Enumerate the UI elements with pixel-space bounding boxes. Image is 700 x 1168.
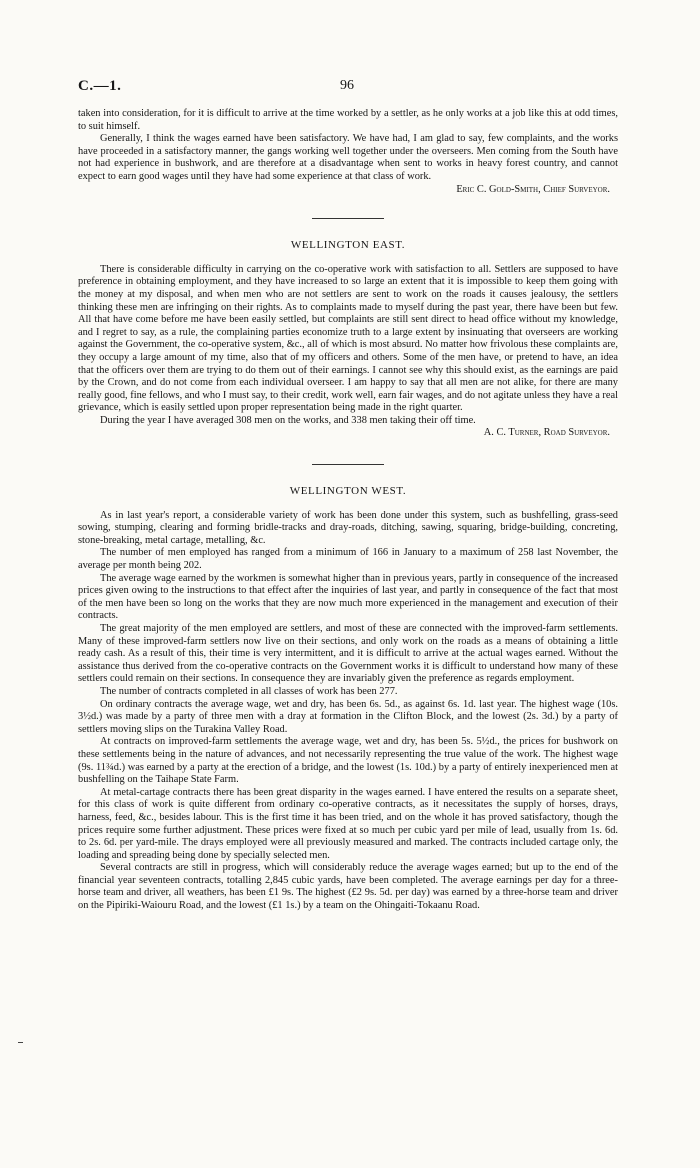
previous-report-conclusion <box>78 108 618 196</box>
wellington-west-section <box>78 485 618 913</box>
section-heading-wellington-west: WELLINGTON WEST. <box>289 485 407 498</box>
page-header <box>78 78 618 98</box>
west-paragraph-8: At metal-cartage contracts there has been great disparity in the wages earned. I have entered the results on a separate sheet, for this class of work is quite different from ordinary co-operative contracts, as it necessitates the supply of horses, drays, harness, feed, &c., besides labour. This is the first time it has been tried, and on the whole it has proved satisfactory, though the prices require some further adjustment. These prices were fixed at so much per cubic yard per mile of lead, usually from 1s. 6d. to 2s. 6d. per yard-mile. The drays employed were all previously measured and marked. The contracts included cartage only, the loading and spreading being done by specially selected men. <box>78 786 618 861</box>
west-paragraph-5: The number of contracts completed in all classes of work has been 277. <box>100 685 398 697</box>
intro-paragraph-1: taken into consideration, for it is difficult to arrive at the time worked by a settler, as he only works at a job like this at odd times, to suit himself. <box>78 108 618 132</box>
west-paragraph-1: As in last year's report, a considerable variety of work has been done under this system, such as bushfelling, grass-seed sowing, stumping, clearing and forming bridle-tracks and dray-roads, ditching, sawing, squaring, bridge-building, concreting, stone-breaking, metal cartage, metalling, &c. <box>78 509 618 546</box>
document-body <box>78 108 618 913</box>
east-paragraph-1: There is considerable difficulty in carrying on the co-operative work with satisfaction to all. Settlers are supposed to have preference in obtaining employment, and they have increased to so large an extent that it is impossible to keep them going with the money at my disposal, and when men who are not settlers are sent to work on the roads it causes jealousy, the settlers thinking these men are infringing on their rights. As to complaints made to myself during the past year, there have been but few. All that have come before me have been easily settled, but complaints are still sent direct to head office without my knowledge, and I regret to say, as a rule, the complaining parties economize truth to a large extent by insinuating that overseers are working against the Government, the co-operative system, &c., all of which is most absurd. No matter how frivolous these complaints are, they occupy a large amount of my time, also that of my officers and others. Some of the men have, or pretend to have, an idea that the officers over them are trying to do them out of their earnings. I cannot see why this should exist, as the earnings are paid by the Crown, and do not come from each individual overseer. I am happy to say that all men are not alike, for there are many really good, fine fellows, and who I must say, to their credit, work well, earn fair wages, and do not agitate unless they have a real grievance, which is easily settled upon proper representation being made in the right quarter. <box>78 263 618 414</box>
parliamentary-paper-code: C.—1. <box>78 78 122 94</box>
west-paragraph-9: Several contracts are still in progress, which will considerably reduce the average wages earned; but up to the end of the financial year seventeen contracts, totalling 2,845 cubic yards, have been completed. The average earnings per day for a three-horse team and driver, all weathers, has been £1 9s. The highest (£2 9s. 5d. per day) was earned by a three-horse team and driver on the Pipiriki-Waiouru Road, and the lowest (£1 1s.) by a team on the Ohingaiti-Tokaanu Road. <box>78 862 618 912</box>
west-paragraph-6: On ordinary contracts the average wage, wet and dry, has been 6s. 5d., as against 6s. 1d. last year. The highest wage (10s. 3½d.) was made by a party of three men with a dray at formation in the Clifton Block, and the lowest (2s. 3d.) by a party of settlers moving slips on the Turakina Valley Road. <box>78 698 618 735</box>
margin-mark <box>18 1042 23 1043</box>
west-paragraph-3: The average wage earned by the workmen is somewhat higher than in previous years, partly in consequence of the increased prices given owing to the instructions to that effect after the inquiries of last year, and partly in consequence of the fact that most of the men have been so long on the works that they are now much more experienced in the management and execution of their contracts. <box>78 572 618 622</box>
east-paragraph-2: During the year I have averaged 308 men on the works, and 338 men taking their off time. <box>100 414 476 426</box>
road-surveyor-signature: A. C. Turner, Road Surveyor. <box>483 427 610 439</box>
wellington-east-section <box>78 239 618 440</box>
west-paragraph-4: The great majority of the men employed are settlers, and most of these are connected with the improved-farm settlements. Many of these improved-farm settlers now live on their sections, and only work on the roads as a means of obtaining a little ready cash. As a result of this, their time is very intermittent, and it is difficult to arrive at the actual wages earned. Without the assistance thus derived from the co-operative contracts on the Government works it is difficult to understand how many of these settlers could remain on their sections. In consequence they are invariably given the preference as regards employment. <box>78 623 618 685</box>
west-paragraph-2: The number of men employed has ranged from a minimum of 166 in January to a maximum of 258 last November, the average per month being 202. <box>78 547 618 572</box>
west-paragraph-7: At contracts on improved-farm settlements the average wage, wet and dry, has been 5s. 5½d., the prices for bushwork on these settlements being in the nature of advances, and not necessarily representing the true value of the work. The highest wage (9s. 11¾d.) was earned by a party at the erection of a bridge, and the lowest (1s. 10d.) by a party of entirely inexperienced men at bushfelling on the Taihape State Farm. <box>78 736 618 786</box>
page-number: 96 <box>340 78 354 93</box>
intro-paragraph-2: Generally, I think the wages earned have been satisfactory. We have had, I am glad to say, few complaints, and the works have proceeded in a satisfactory manner, the gangs working well together under the overseers. Men coming from the South have not had experience in bushwork, and are therefore at a disadvantage when sent to works in heavy forest country, and cannot expect to earn good wages until they have had some experience at that class of work. <box>78 133 618 182</box>
section-heading-wellington-east: WELLINGTON EAST. <box>290 239 406 252</box>
chief-surveyor-signature: Eric C. Gold-Smith, Chief Surveyor. <box>456 183 610 195</box>
